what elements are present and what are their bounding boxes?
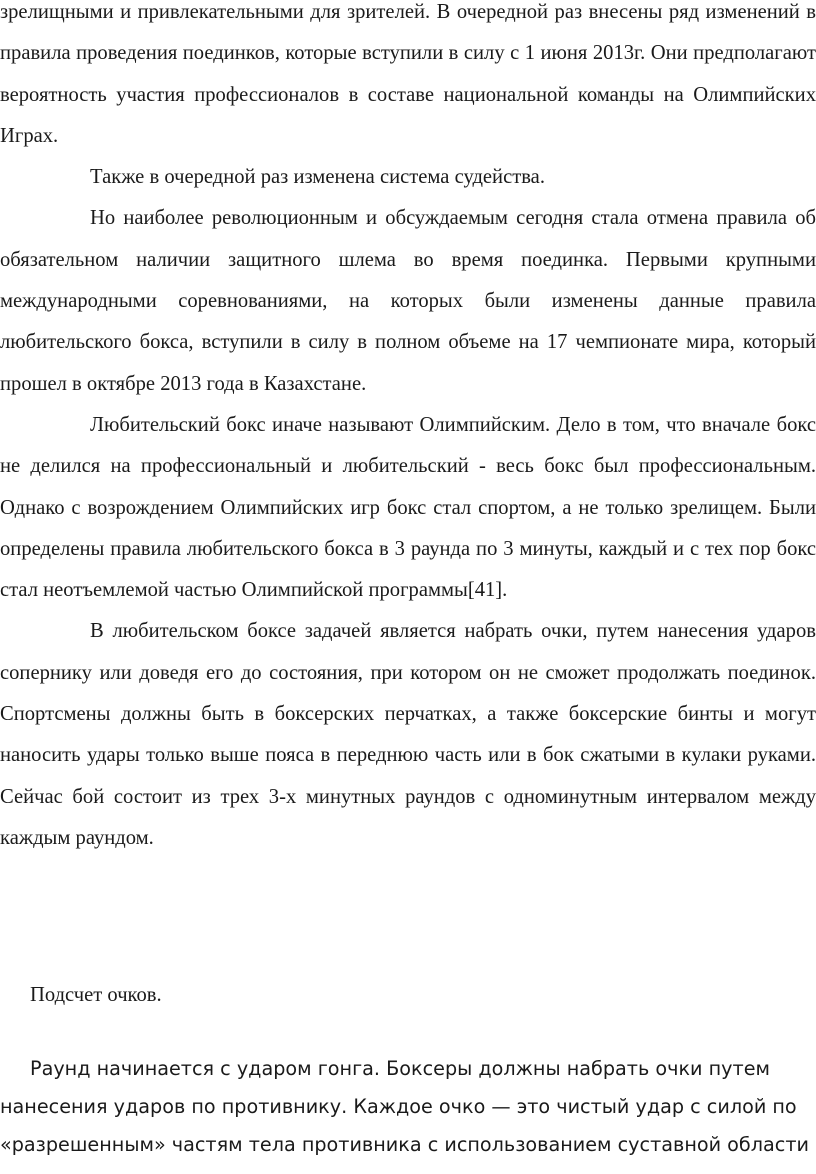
- sans-paragraph: [0, 1050, 816, 1164]
- section-heading: Подсчет очков.: [30, 984, 162, 1006]
- paragraph: Любительский бокс иначе называют Олимпийским. Дело в том, что вначале бокс не делился на профессиональный и любительский - весь бокс был профессиональным. Однако с возрождением Олимпийских игр бокс стал спортом, а не только зрелищем. Были определены правила любительского бокса в 3 раунда по 3 минуты, каждый и с тех пор бокс стал неотъемлемой частью Олимпийской программы[41].: [0, 413, 816, 602]
- paragraph-line: Раунд начинается с ударом гонга. Боксеры должны набрать очки путем: [30, 1057, 770, 1080]
- paragraph: Но наиболее революционным и обсуждаемым сегодня стала отмена правила об обязательном наличии защитного шлема во время поединка. Первыми крупными международными соревнованиями, на которых были изменены данные правила любительского бокса, вступили в силу в полном объеме на 17 чемпионате мира, который прошел в октябре 2013 года в Казахстане.: [0, 207, 816, 395]
- paragraph: Также в очередной раз изменена система судейства.: [90, 166, 545, 189]
- paragraph-line: «разрешенным» частям тела противника с использованием суставной области: [0, 1133, 809, 1156]
- paragraph: В любительском боксе задачей является набрать очки, путем нанесения ударов сопернику или доведя его до состояния, при котором он не сможет продолжать поединок. Спортсмены должны быть в боксерских перчатках, а также боксерские бинты и могут наносить удары только выше пояса в переднюю часть или в бок сжатыми в кулаки руками. Сейчас бой состоит из трех 3-х минутных раундов с одноминутным интервалом между каждым раундом.: [0, 620, 816, 849]
- paragraph: зрелищными и привлекательными для зрителей. В очередной раз внесены ряд изменений в правила проведения поединков, которые вступили в силу с 1 июня 2013г. Они предполагают вероятность участия профессионалов в составе национальной команды на Олимпийских Играх.: [0, 1, 816, 147]
- paragraph-line: нанесения ударов по противнику. Каждое очко — это чистый удар с силой по: [0, 1095, 797, 1118]
